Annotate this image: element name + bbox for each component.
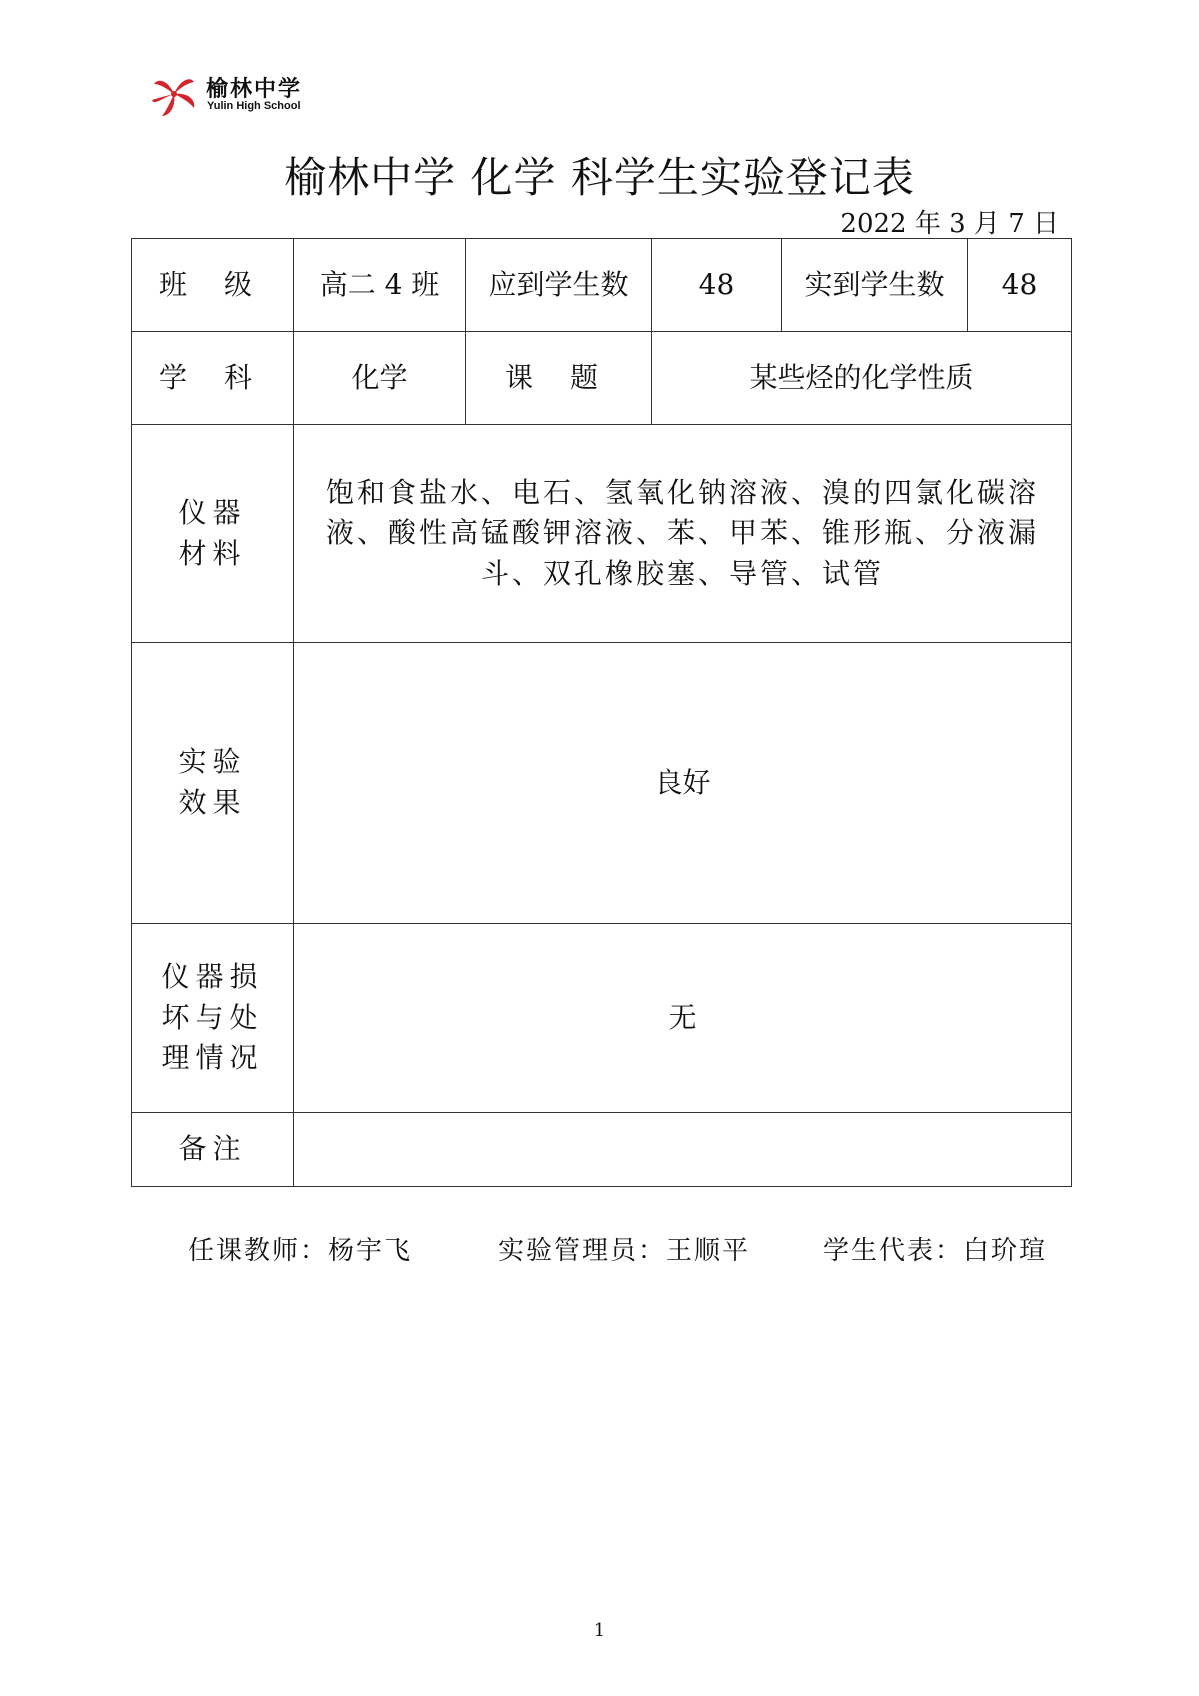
damage-label-line: 坏与处 xyxy=(161,1000,264,1034)
table-row-subject xyxy=(132,332,1072,425)
effect-label-line: 效果 xyxy=(178,786,247,819)
actual-students-label: 实到学生数 xyxy=(782,239,968,332)
logo-name-cn: 榆林中学 xyxy=(206,77,303,102)
subject-value: 化学 xyxy=(294,332,466,425)
damage-label-line: 仪器损 xyxy=(161,960,264,994)
materials-line: 斗、双孔橡胶塞、导管、试管 xyxy=(480,556,884,590)
damage-value: 无 xyxy=(294,924,1072,1113)
table-row-class xyxy=(132,239,1072,332)
damage-label-line: 理情况 xyxy=(161,1041,264,1075)
damage-label xyxy=(132,924,294,1113)
table-row-damage xyxy=(132,924,1072,1113)
page-number: 1 xyxy=(593,1620,606,1641)
materials-label xyxy=(132,425,294,643)
table-row-materials xyxy=(132,425,1072,643)
class-label: 班 级 xyxy=(132,239,294,332)
logo-name-en: Yulin High School xyxy=(207,100,301,112)
effect-label xyxy=(132,643,294,924)
signatures xyxy=(188,1230,1068,1270)
remarks-label: 备注 xyxy=(132,1113,294,1187)
materials-line: 液、酸性高锰酸钾溶液、苯、甲苯、锥形瓶、分液漏 xyxy=(325,516,1039,550)
materials-line: 饱和食盐水、电石、氢氧化钠溶液、溴的四氯化碳溶 xyxy=(325,475,1039,509)
effect-value: 良好 xyxy=(294,643,1072,924)
materials-value xyxy=(294,425,1072,643)
student-signature: 学生代表：白玠瑄 xyxy=(823,1236,1048,1266)
materials-label-line: 材料 xyxy=(178,536,247,570)
expected-students-label: 应到学生数 xyxy=(466,239,652,332)
record-date: 2022 年 3 月 7 日 xyxy=(840,209,1059,239)
page-title: 榆林中学 化学 科学生实验登记表 xyxy=(284,153,915,202)
remarks-value xyxy=(294,1113,1072,1187)
admin-signature: 实验管理员：王顺平 xyxy=(498,1236,751,1266)
class-value: 高二 4 班 xyxy=(294,239,466,332)
school-logo xyxy=(150,70,350,118)
experiment-register-table xyxy=(131,238,1072,1187)
actual-students-value: 48 xyxy=(968,239,1072,332)
table-row-effect xyxy=(132,643,1072,924)
school-emblem-icon xyxy=(150,70,198,118)
topic-value: 某些烃的化学性质 xyxy=(652,332,1072,425)
expected-students-value: 48 xyxy=(652,239,782,332)
teacher-signature: 任课教师：杨宇飞 xyxy=(188,1236,413,1266)
topic-label: 课 题 xyxy=(466,332,652,425)
effect-label-line: 实验 xyxy=(178,745,247,779)
materials-label-line: 仪器 xyxy=(178,495,247,529)
table-row-remarks xyxy=(132,1113,1072,1187)
subject-label: 学 科 xyxy=(132,332,294,425)
